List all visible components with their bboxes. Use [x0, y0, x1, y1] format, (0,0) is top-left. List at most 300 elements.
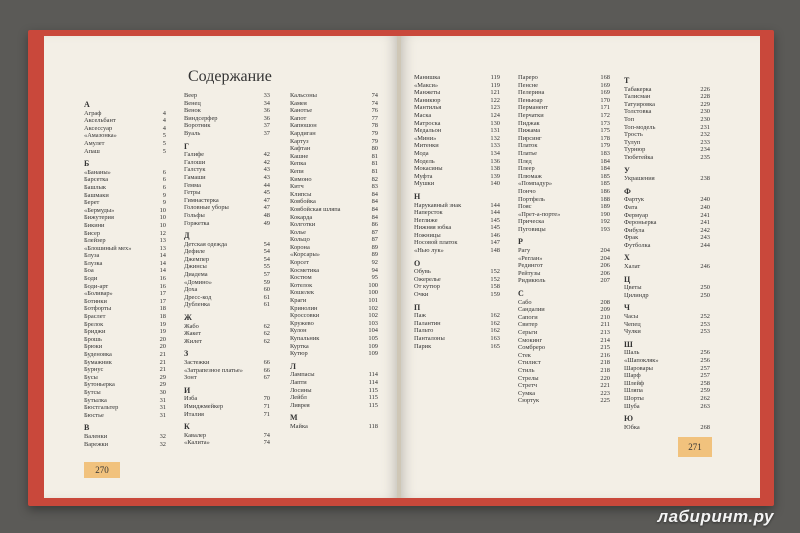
index-entry: [84, 374, 166, 382]
index-page-number: 9: [162, 191, 166, 199]
index-page-number: 263: [700, 402, 710, 410]
index-term: Гемма: [184, 181, 201, 189]
index-term: Бикини: [84, 221, 105, 229]
index-page-number: 5: [162, 139, 166, 147]
index-term: Халат: [624, 263, 641, 271]
index-term: Плюмаж: [518, 172, 542, 180]
index-entry: [518, 359, 610, 367]
index-term: Редингот: [518, 262, 543, 270]
index-term: «Бананы»: [84, 168, 111, 176]
index-page-number: 218: [600, 366, 610, 374]
index-page-number: 80: [371, 145, 378, 153]
index-entry: [184, 271, 270, 279]
index-term: Плеер: [518, 165, 535, 173]
index-page-number: 216: [600, 351, 610, 359]
index-entry: [624, 108, 710, 116]
index-page-number: 185: [600, 172, 610, 180]
index-page-number: 193: [600, 225, 610, 233]
index-entry: [184, 411, 270, 419]
index-term: Шарф: [624, 372, 641, 380]
index-term: Футболка: [624, 241, 651, 249]
index-page-number: 71: [263, 410, 270, 418]
index-term: Ботинки: [84, 297, 107, 305]
index-entry: [624, 328, 710, 336]
index-page-number: 109: [368, 350, 378, 358]
index-entry: [624, 219, 710, 227]
index-entry: [518, 158, 610, 166]
index-entry: [290, 191, 378, 199]
index-page-number: 172: [600, 111, 610, 119]
index-term: Брелок: [84, 320, 104, 328]
index-term: Мантилья: [414, 104, 442, 112]
index-term: Пелерина: [518, 89, 545, 97]
index-term: Фибула: [624, 226, 645, 234]
index-page-number: 204: [600, 247, 610, 255]
index-term: Очки: [414, 291, 429, 299]
index-page-number: 83: [371, 183, 378, 191]
index-term: Носовой платок: [414, 239, 458, 247]
index-entry: [84, 184, 166, 192]
index-page-number: 47: [263, 204, 270, 212]
index-entry: [84, 117, 166, 125]
index-term: Лейбл: [290, 394, 307, 402]
index-entry: [290, 236, 378, 244]
index-page-number: 4: [162, 124, 166, 132]
index-entry: [290, 297, 378, 305]
index-term: Перчатки: [518, 111, 544, 119]
index-entry: [414, 89, 500, 97]
index-entry: [518, 270, 610, 278]
index-term: Рейтузы: [518, 269, 541, 277]
index-entry: [414, 312, 500, 320]
index-page-number: 169: [600, 89, 610, 97]
index-term: Пальто: [414, 327, 434, 335]
index-page-number: 57: [263, 271, 270, 279]
index-entry: [84, 389, 166, 397]
page-number-left: 270: [84, 462, 120, 478]
index-entry: [518, 180, 610, 188]
index-page-number: 74: [263, 431, 270, 439]
index-entry: [414, 268, 500, 276]
index-entry: [414, 97, 500, 105]
index-page-number: 6: [162, 183, 166, 191]
index-term: Кроссовки: [290, 312, 320, 320]
index-term: Корсет: [290, 259, 309, 267]
index-page-number: 74: [371, 99, 378, 107]
index-term: Бурнус: [84, 366, 104, 374]
index-letter: С: [518, 289, 524, 299]
index-page-number: 253: [700, 328, 710, 336]
index-term: Галоши: [184, 158, 206, 166]
index-page-number: 42: [263, 158, 270, 166]
index-entry: [518, 375, 610, 383]
index-term: «Помпадур»: [518, 180, 553, 188]
index-term: Аксельбант: [84, 117, 116, 125]
index-term: Виндсерфер: [184, 114, 218, 122]
index-entry: [414, 82, 500, 90]
index-page-number: 223: [600, 389, 610, 397]
index-page-number: 95: [371, 274, 378, 282]
index-page-number: 115: [368, 394, 378, 402]
index-page-number: 86: [371, 221, 378, 229]
index-term: Колье: [290, 228, 306, 236]
index-term: Головные уборы: [184, 204, 229, 212]
index-page-number: 55: [263, 263, 270, 271]
index-page-number: 175: [600, 127, 610, 135]
index-entry: [84, 397, 166, 405]
index-entry: [290, 168, 378, 176]
index-entry: [184, 92, 270, 100]
index-entry: [290, 122, 378, 130]
index-term: Перманент: [518, 104, 548, 112]
index-entry: [184, 338, 270, 346]
index-page-number: 231: [700, 123, 710, 131]
index-term: Матроска: [414, 119, 441, 127]
index-term: Пареро: [518, 74, 538, 81]
index-page-number: 189: [600, 203, 610, 211]
index-page-number: 218: [600, 359, 610, 367]
index-term: Апаш: [84, 147, 100, 155]
index-term: Шорты: [624, 394, 644, 402]
index-entry: [84, 298, 166, 306]
index-entry: [184, 248, 270, 256]
index-entry: [624, 124, 710, 132]
index-term: Башлык: [84, 183, 107, 191]
index-term: «Нью лук»: [414, 247, 444, 255]
index-page-number: 207: [600, 277, 610, 285]
index-page-number: 44: [263, 181, 270, 189]
index-entry: [184, 130, 270, 138]
index-page-number: 169: [600, 81, 610, 89]
index-entry: [84, 433, 166, 441]
index-term: Сумка: [518, 389, 536, 397]
index-entry: [290, 327, 378, 335]
index-letter: Р: [518, 237, 523, 247]
index-term: Стек: [518, 351, 531, 359]
index-term: Сапоги: [518, 313, 538, 321]
index-term: Блуза: [84, 252, 100, 260]
index-term: Платье: [518, 149, 538, 157]
index-term: Изба: [184, 395, 198, 403]
index-term: Кутюр: [290, 350, 308, 358]
index-term: «Корсары»: [290, 251, 320, 259]
index-term: Пеньюар: [518, 96, 543, 104]
index-entry: [624, 234, 710, 242]
index-entry: [414, 120, 500, 128]
index-term: Башмаки: [84, 191, 109, 199]
index-term: Толстовка: [624, 108, 652, 116]
index-page-number: 9: [162, 199, 166, 207]
index-entry: [518, 165, 610, 173]
index-entry: [84, 192, 166, 200]
index-entry: [414, 104, 500, 112]
index-entry: [184, 166, 270, 174]
index-entry: [518, 211, 610, 219]
index-entry: [184, 403, 270, 411]
index-term: Кардиган: [290, 129, 316, 137]
index-entry: [290, 229, 378, 237]
index-page-number: 62: [263, 322, 270, 330]
index-entry: [84, 132, 166, 140]
index-term: Палантин: [414, 319, 441, 327]
index-entry: [624, 292, 710, 300]
index-entry: [184, 174, 270, 182]
index-entry: [624, 365, 710, 373]
index-term: Юбка: [624, 423, 640, 431]
index-term: Бюстье: [84, 411, 104, 419]
book-spine: [397, 36, 401, 498]
index-entry: [518, 74, 610, 82]
index-entry: [184, 159, 270, 167]
index-entry: [518, 173, 610, 181]
index-term: Цилиндр: [624, 291, 649, 299]
index-page-number: 240: [700, 196, 710, 204]
index-term: Бутсы: [84, 388, 101, 396]
index-entry: [624, 131, 710, 139]
index-page-number: 114: [368, 371, 378, 379]
index-entry: [414, 335, 500, 343]
index-entry: [414, 173, 500, 181]
index-term: Буденовка: [84, 351, 112, 358]
index-page-number: 152: [490, 275, 500, 283]
index-term: Нижняя юбка: [414, 224, 452, 232]
index-entry: [84, 267, 166, 275]
index-term: Брошь: [84, 335, 102, 343]
index-entry: [290, 267, 378, 275]
index-term: Имиджмейкер: [184, 402, 224, 410]
index-entry: [84, 283, 166, 291]
index-entry: [290, 244, 378, 252]
index-entry: [84, 252, 166, 260]
index-entry: [184, 151, 270, 159]
index-term: Валенки: [84, 432, 108, 440]
index-term: «Затрапезное платье»: [184, 366, 243, 374]
index-entry: [184, 395, 270, 403]
index-term: Китч: [290, 183, 304, 191]
index-entry: [414, 232, 500, 240]
index-page-number: 170: [600, 96, 610, 104]
index-page-number: 94: [371, 266, 378, 274]
index-entry: [290, 198, 378, 206]
index-entry: [84, 366, 166, 374]
index-page-number: 257: [700, 372, 710, 380]
index-term: Италия: [184, 410, 204, 418]
index-page-number: 19: [159, 320, 166, 328]
index-page-number: 76: [371, 107, 378, 115]
index-term: Воротник: [184, 122, 211, 130]
index-page-number: 105: [368, 335, 378, 342]
index-term: Бутоньерка: [84, 381, 115, 389]
index-term: Гольфы: [184, 211, 205, 219]
index-entry: [84, 237, 166, 245]
index-entry: [624, 139, 710, 147]
index-entry: [290, 92, 378, 100]
index-term: Сандалии: [518, 306, 545, 314]
index-term: Дубленка: [184, 301, 210, 309]
index-term: «Реглан»: [518, 254, 543, 262]
index-term: Пенсне: [518, 81, 538, 89]
index-page-number: 32: [159, 432, 166, 440]
index-page-number: 173: [600, 119, 610, 127]
index-entry: [414, 217, 500, 225]
index-entry: [414, 165, 500, 173]
index-term: Косметика: [290, 266, 320, 274]
index-page-number: 228: [700, 93, 710, 101]
index-page-number: 115: [368, 401, 378, 409]
index-page-number: 89: [371, 243, 378, 251]
index-page-number: 84: [371, 205, 378, 213]
index-page-number: 168: [600, 74, 610, 81]
index-term: Майка: [290, 422, 308, 430]
index-page-number: 145: [490, 224, 500, 232]
index-entry: [84, 230, 166, 238]
index-term: Шаровары: [624, 364, 653, 372]
index-page-number: 48: [263, 211, 270, 219]
index-page-number: 256: [700, 349, 710, 357]
index-entry: [624, 93, 710, 101]
index-page-number: 20: [159, 343, 166, 351]
index-term: Корона: [290, 243, 310, 251]
index-entry: [84, 336, 166, 344]
index-term: Шаль: [624, 349, 640, 357]
index-term: Дефиле: [184, 248, 205, 256]
index-term: Лосины: [290, 386, 312, 394]
index-page-number: 81: [371, 167, 378, 175]
index-page-number: 81: [371, 160, 378, 168]
index-term: Стиль: [518, 366, 535, 374]
index-page-number: 87: [371, 236, 378, 244]
index-term: Кепи: [290, 167, 304, 175]
index-page-number: 13: [159, 244, 166, 252]
index-entry: [518, 135, 610, 143]
index-entry: [518, 390, 610, 398]
index-page-number: 258: [700, 379, 710, 387]
index-letter: П: [414, 302, 421, 312]
index-entry: [414, 239, 500, 247]
index-page-number: 17: [159, 290, 166, 298]
index-page-number: 4: [162, 117, 166, 125]
index-entry: [414, 224, 500, 232]
index-term: Клипсы: [290, 190, 312, 198]
index-page-number: 21: [159, 358, 166, 366]
index-term: Жилет: [184, 337, 202, 345]
index-page-number: 36: [263, 107, 270, 115]
index-entry: [84, 290, 166, 298]
index-term: Топ: [624, 115, 635, 123]
index-page-number: 29: [159, 381, 166, 389]
index-page-number: 21: [159, 351, 166, 358]
index-term: «Шапокляк»: [624, 357, 659, 364]
index-entry: [84, 343, 166, 351]
index-term: Сабо: [518, 298, 532, 306]
index-page-number: 70: [263, 395, 270, 403]
index-term: Колготки: [290, 221, 316, 229]
index-term: Кулон: [290, 327, 307, 335]
index-entry: [414, 202, 500, 210]
index-page-number: 100: [368, 289, 378, 297]
index-term: Джинсы: [184, 263, 207, 271]
index-term: «Бермуды»: [84, 206, 115, 214]
index-page-number: 109: [368, 342, 378, 350]
index-entry: [290, 176, 378, 184]
index-page-number: 37: [263, 129, 270, 137]
index-letter: Д: [184, 231, 190, 241]
index-term: Неглиже: [414, 216, 438, 224]
index-page-number: 230: [700, 108, 710, 116]
index-page-number: 234: [700, 146, 710, 154]
index-entry: [624, 154, 710, 162]
index-term: Рагу: [518, 247, 531, 255]
index-entry: [290, 274, 378, 282]
index-term: Вуаль: [184, 129, 201, 137]
index-page-number: 33: [263, 92, 270, 99]
index-term: От кутюр: [414, 283, 440, 291]
index-page-number: 144: [490, 201, 500, 209]
index-page-number: 225: [600, 397, 610, 405]
index-term: Галстук: [184, 166, 206, 174]
index-page-number: 211: [600, 321, 610, 329]
index-entry: [84, 328, 166, 336]
index-entry: [290, 259, 378, 267]
index-entry: [290, 100, 378, 108]
index-entry: [518, 262, 610, 270]
index-page-number: 183: [600, 149, 610, 157]
index-page-number: 74: [371, 92, 378, 99]
index-page-number: 134: [490, 149, 500, 157]
index-entry: [184, 107, 270, 115]
index-page-number: 208: [600, 298, 610, 306]
index-page-number: 188: [600, 195, 610, 203]
index-term: Наперсток: [414, 209, 443, 217]
index-entry: [290, 379, 378, 387]
index-page-number: 104: [368, 327, 378, 335]
index-page-number: 221: [600, 382, 610, 390]
index-page-number: 20: [159, 335, 166, 343]
index-term: Серьги: [518, 329, 538, 336]
index-term: «Мини»: [414, 134, 437, 142]
index-term: Бижутерия: [84, 214, 114, 222]
index-page-number: 190: [600, 210, 610, 218]
index-page-number: 171: [600, 104, 610, 112]
index-entry: [518, 127, 610, 135]
index-term: Костюм: [290, 274, 312, 282]
index-entry: [518, 142, 610, 150]
index-entry: [84, 125, 166, 133]
index-entry: [184, 212, 270, 220]
index-term: Амулет: [84, 139, 105, 147]
index-term: Бумажник: [84, 358, 112, 366]
index-term: Лампасы: [290, 371, 315, 379]
index-entry: [414, 180, 500, 188]
index-page-number: 19: [159, 328, 166, 336]
index-entry: [518, 337, 610, 345]
index-page-number: 238: [700, 175, 710, 183]
index-page-number: 18: [159, 313, 166, 321]
index-term: Веер: [184, 92, 198, 99]
index-term: Маникюр: [414, 96, 441, 104]
index-entry: [84, 110, 166, 118]
index-page-number: 139: [490, 172, 500, 180]
index-letter: В: [84, 423, 90, 433]
index-entry: [414, 150, 500, 158]
index-page-number: 31: [159, 411, 166, 419]
index-page-number: 158: [490, 283, 500, 291]
index-term: Кашне: [290, 152, 309, 160]
index-page-number: 230: [700, 115, 710, 123]
index-entry: [84, 199, 166, 207]
index-entry: [414, 142, 500, 150]
index-page-number: 136: [490, 157, 500, 165]
